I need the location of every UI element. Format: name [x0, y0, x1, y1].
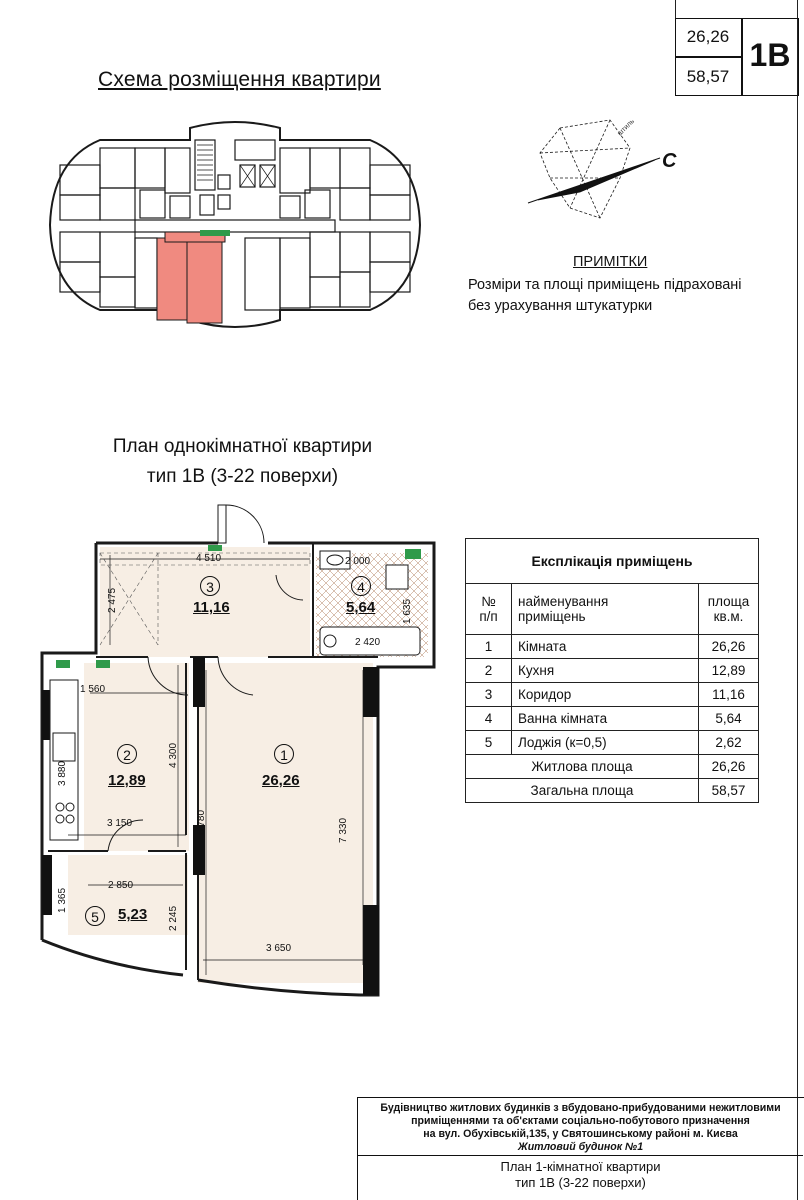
table-row: [466, 731, 759, 755]
room-area-1: 26,26: [262, 772, 300, 789]
schema-title: Схема розміщення квартири: [98, 68, 381, 91]
room-area-5: 5,23: [118, 906, 148, 923]
room-number-4: 4: [351, 576, 371, 596]
dim-bath-top: 2 000: [345, 556, 371, 567]
stamp-sheet-line: План 1-кімнатної квартири: [500, 1159, 661, 1174]
row-area: 12,89: [699, 659, 759, 683]
frame-line: [797, 0, 798, 1200]
corner-type-code: 1В: [749, 37, 791, 73]
row-num: 4: [466, 707, 512, 731]
room-number-3: 3: [200, 576, 220, 596]
table-row: [466, 659, 759, 683]
dim-corridor-width: 4 510: [196, 553, 222, 564]
corner-area-total: 58,57: [686, 67, 730, 86]
row-name: Кухня: [512, 659, 699, 683]
stamp-project-text: [358, 1102, 803, 1154]
row-num: 3: [466, 683, 512, 707]
col-header-name: найменування приміщень: [512, 584, 699, 635]
dim-bath-side: 1 635: [402, 598, 414, 625]
total-area-value: 58,57: [699, 779, 759, 803]
dim-kitchen-top: 1 560: [80, 684, 106, 695]
row-name: Лоджія (к=0,5): [512, 731, 699, 755]
dim-kitchen-height: 4 300: [168, 742, 180, 769]
table-row: [466, 707, 759, 731]
dim-kitchen-bottom: 3 150: [107, 818, 133, 829]
row-name: Коридор: [512, 683, 699, 707]
stamp-project-line: приміщеннями та об'єктами соціально-побутового призначення: [411, 1115, 750, 1127]
floor-key-plan: [40, 120, 430, 335]
col-header-area: площа кв.м.: [699, 584, 759, 635]
room-area-4: 5,64: [346, 599, 376, 616]
total-area-row: [466, 779, 759, 803]
row-name: Ванна кімната: [512, 707, 699, 731]
stamp-sheet-line: тип 1В (3-22 поверхи): [515, 1175, 646, 1190]
dim-loggia-left: 1 365: [57, 887, 69, 914]
row-num: 1: [466, 635, 512, 659]
row-num: 5: [466, 731, 512, 755]
dim-loggia-right: 2 245: [168, 905, 180, 932]
stamp-divider: [358, 1155, 803, 1156]
dim-kitchen-left: 3 880: [57, 760, 69, 787]
plan-title-line2: тип 1В (3-22 поверхи): [146, 466, 339, 487]
notes-line: без урахування штукатурки: [468, 298, 653, 314]
row-name: Кімната: [512, 635, 699, 659]
table-row: [466, 683, 759, 707]
dim-corridor-height: 2 475: [107, 587, 119, 614]
living-area-row: [466, 755, 759, 779]
room-area-2: 12,89: [108, 772, 146, 789]
corner-block: [675, 18, 799, 96]
row-area: 5,64: [699, 707, 759, 731]
row-area: 26,26: [699, 635, 759, 659]
living-area-value: 26,26: [699, 755, 759, 779]
dim-room-height-left: 6 780: [196, 809, 208, 836]
dim-bath-bottom: 2 420: [355, 637, 381, 648]
notes-line: Розміри та площі приміщень підраховані: [468, 277, 742, 293]
room-area-3: 11,16: [193, 599, 230, 616]
apartment-floor-plan: [38, 495, 438, 1010]
table-row: [466, 635, 759, 659]
stamp-project-line: на вул. Обухівській,135, у Святошинському районі м. Києва: [423, 1128, 738, 1140]
highlighted-apartment: [157, 232, 225, 323]
svg-text:штиль: штиль: [616, 117, 636, 138]
corner-area-living: 26,26: [686, 27, 730, 46]
living-area-label: Житлова площа: [466, 755, 699, 779]
room-number-5: 5: [85, 906, 105, 926]
stamp-project-line: Будівництво житлових будинків з вбудовано-прибудованими нежитловими: [380, 1102, 781, 1114]
explication-table: [465, 538, 759, 803]
stamp-sheet-title: [358, 1159, 803, 1191]
col-header-num: № п/п: [466, 584, 512, 635]
room-number-1: 1: [274, 744, 294, 764]
dim-loggia-top: 2 850: [108, 880, 134, 891]
explication-title: Експлікація приміщень: [466, 539, 759, 584]
dim-room-bottom: 3 650: [266, 943, 292, 954]
notes-heading: ПРИМІТКИ: [573, 254, 648, 270]
wind-rose-compass: [520, 108, 670, 228]
dim-room-height-right: 7 330: [338, 817, 350, 844]
stamp-project-line: Житловий будинок №1: [517, 1141, 644, 1153]
total-area-label: Загальна площа: [466, 779, 699, 803]
plan-title-line1: План однокімнатної квартири: [112, 436, 373, 457]
room-number-2: 2: [117, 744, 137, 764]
row-num: 2: [466, 659, 512, 683]
compass-north-letter: С: [662, 150, 677, 172]
row-area: 2,62: [699, 731, 759, 755]
row-area: 11,16: [699, 683, 759, 707]
title-stamp: [357, 1097, 804, 1200]
